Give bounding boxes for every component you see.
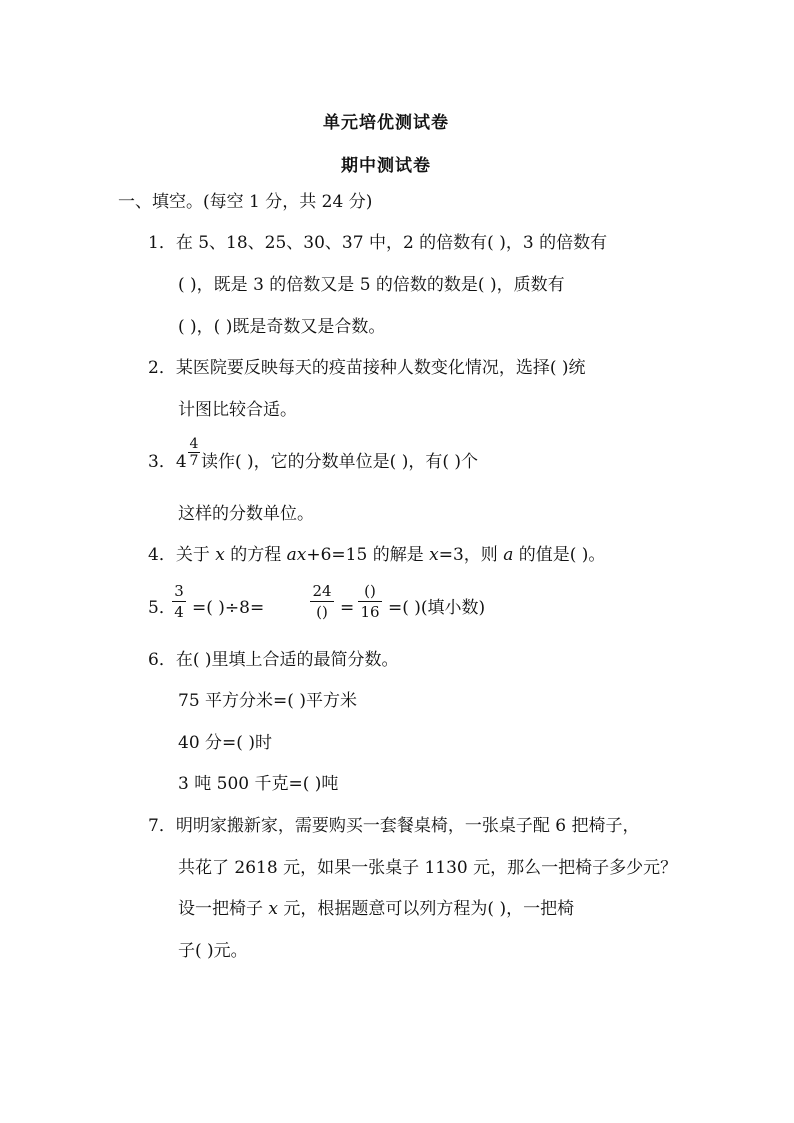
fraction-numerator: 3: [174, 582, 184, 600]
question-4-text-1: 4．关于: [148, 545, 216, 565]
question-7-text-2: 元，根据题意可以列方程为( )，一把椅: [278, 899, 575, 919]
fraction-bar: [358, 601, 382, 602]
question-6-item-1: 75 平方分米=( )平方米: [178, 691, 357, 711]
question-1-line-1: 1．在 5、18、25、30、37 中，2 的倍数有( )，3 的倍数有: [148, 233, 608, 253]
fraction-3-4: [172, 583, 186, 620]
page-title: 单元培优测试卷: [323, 113, 449, 133]
question-7-line-2: 共花了 2618 元，如果一张桌子 1130 元，那么一把椅子多少元？: [178, 858, 678, 878]
question-1-line-2: ( )，既是 3 的倍数又是 5 的倍数的数是( )，质数有: [178, 275, 565, 295]
page-subtitle: 期中测试卷: [341, 156, 431, 176]
question-3-line-2: 这样的分数单位。: [178, 504, 314, 524]
question-3-prefix: 3．4: [148, 452, 187, 472]
question-4-text-3: +6=15 的解是: [306, 545, 430, 565]
question-7-text-1: 设一把椅子: [178, 899, 269, 919]
question-7-line-3: [178, 897, 574, 921]
fraction-numerator: 4: [189, 436, 199, 452]
section-heading: 一、填空。(每空 1 分，共 24 分): [118, 192, 373, 212]
question-5-segment-2: =( )(填小数): [388, 598, 486, 618]
variable-ax: ax: [286, 545, 307, 565]
question-4-text-5: 的值是( )。: [513, 545, 606, 565]
question-4-line: [148, 543, 605, 567]
fraction-numerator: (): [364, 582, 376, 600]
question-1-line-3: ( )，( )既是奇数又是合数。: [178, 317, 386, 337]
fraction-numerator: 24: [312, 582, 332, 600]
question-5-equals: =: [340, 598, 355, 618]
question-5-number: 5．: [148, 598, 176, 618]
question-6-item-3: 3 吨 500 千克=( )吨: [178, 774, 339, 794]
question-2-line-2: 计图比较合适。: [178, 400, 297, 420]
question-7-line-1: 7．明明家搬新家，需要购买一套餐桌椅，一张桌子配 6 把椅子，: [148, 816, 640, 836]
fraction-blank-16: [358, 583, 382, 620]
question-2-line-1: 2．某医院要反映每天的疫苗接种人数变化情况，选择( )统: [148, 358, 586, 378]
question-4-text-2: 的方程: [224, 545, 287, 565]
fraction-denominator: 16: [360, 603, 380, 621]
question-5-segment-1: =( )÷8=: [192, 598, 265, 618]
fraction-bar: [310, 601, 334, 602]
fraction-denominator: 7: [189, 453, 199, 469]
fraction-24-blank: [310, 583, 334, 620]
question-6-item-2: 40 分=( )时: [178, 733, 272, 753]
variable-x: x: [429, 545, 439, 565]
variable-x: x: [215, 545, 225, 565]
mixed-number-fraction: [188, 437, 200, 468]
question-7-line-4: 子( )元。: [178, 941, 248, 961]
question-4-text-4: =3，则: [438, 545, 504, 565]
variable-a: a: [503, 545, 514, 565]
fraction-denominator: 4: [174, 603, 184, 621]
variable-x: x: [268, 899, 278, 919]
question-3-line-1: 读作( )，它的分数单位是( )，有( )个: [201, 452, 479, 472]
fraction-bar: [172, 601, 186, 602]
question-6-line-1: 6．在( )里填上合适的最简分数。: [148, 650, 399, 670]
fraction-denominator: (): [316, 603, 328, 621]
